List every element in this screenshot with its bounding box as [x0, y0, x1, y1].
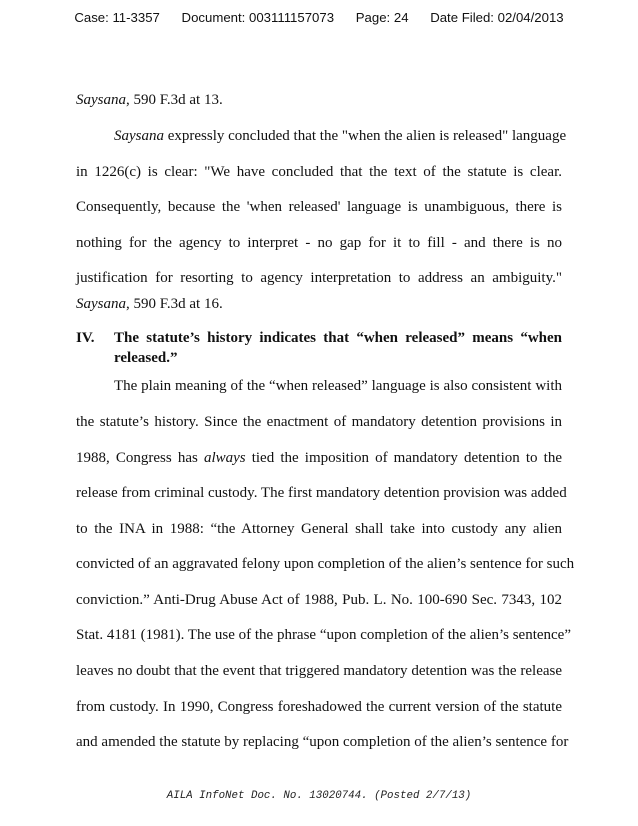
- line-text: tied the imposition of mandatory detention to the: [245, 450, 562, 466]
- paragraph-line: Stat. 4181 (1981). The use of the phrase “upon completion of the alien’s sentence”: [76, 627, 571, 643]
- emphasis-text: always: [203, 450, 246, 466]
- paragraph-line: from custody. In 1990, Congress foreshadowed the current version of the statute: [76, 699, 562, 715]
- section-number: IV.: [76, 330, 95, 346]
- paragraph-line: to the INA in 1988: “the Attorney General shall take into custody any alien: [76, 521, 562, 537]
- paragraph-line: the statute’s history. Since the enactment of mandatory detention provisions in: [76, 414, 562, 430]
- paragraph-line: leaves no doubt that the event that triggered mandatory detention was the release: [76, 663, 562, 679]
- paragraph-line: [76, 450, 562, 467]
- citation-line: [76, 92, 562, 109]
- citation-text: , 590 F.3d at 13.: [126, 92, 223, 108]
- date-filed: Date Filed: 02/04/2013: [430, 10, 564, 25]
- footer-stamp: AILA InfoNet Doc. No. 13020744. (Posted 2/7/13): [166, 790, 472, 802]
- case-name: Saysana: [76, 296, 126, 312]
- page-number: Page: 24: [355, 10, 409, 25]
- paragraph-line: conviction.” Anti-Drug Abuse Act of 1988, Pub. L. No. 100-690 Sec. 7343, 102: [76, 592, 562, 608]
- document-number: Document: 003111157073: [181, 10, 335, 25]
- case-name: Saysana: [76, 92, 126, 108]
- case-name: Saysana: [114, 128, 164, 144]
- paragraph-line: in 1226(c) is clear: "We have concluded that the text of the statute is clear.: [76, 164, 562, 180]
- document-header: [0, 10, 638, 25]
- paragraph-line: Consequently, because the 'when released' language is unambiguous, there is: [76, 199, 562, 215]
- paragraph-line: convicted of an aggravated felony upon completion of the alien’s sentence for such: [76, 556, 575, 572]
- citation-line: [76, 296, 562, 313]
- paragraph-line: The plain meaning of the “when released” language is also consistent with: [114, 378, 562, 394]
- paragraph-line: justification for resorting to agency interpretation to address an ambiguity.": [76, 270, 562, 286]
- line-text: 1988, Congress has: [76, 450, 204, 466]
- line-text: expressly concluded that the "when the alien is released" language: [164, 128, 567, 144]
- case-number: Case: 11-3357: [74, 10, 160, 25]
- section-heading: [76, 330, 562, 370]
- heading-line: released.”: [114, 350, 178, 366]
- paragraph-line: release from criminal custody. The first mandatory detention provision was added: [76, 485, 567, 501]
- paragraph-line: and amended the statute by replacing “upon completion of the alien’s sentence for: [76, 734, 569, 750]
- heading-line: The statute’s history indicates that “when released” means “when: [114, 330, 562, 346]
- paragraph-line: [76, 128, 567, 145]
- paragraph-line: nothing for the agency to interpret - no gap for it to fill - and there is no: [76, 235, 562, 251]
- citation-text: , 590 F.3d at 16.: [126, 296, 223, 312]
